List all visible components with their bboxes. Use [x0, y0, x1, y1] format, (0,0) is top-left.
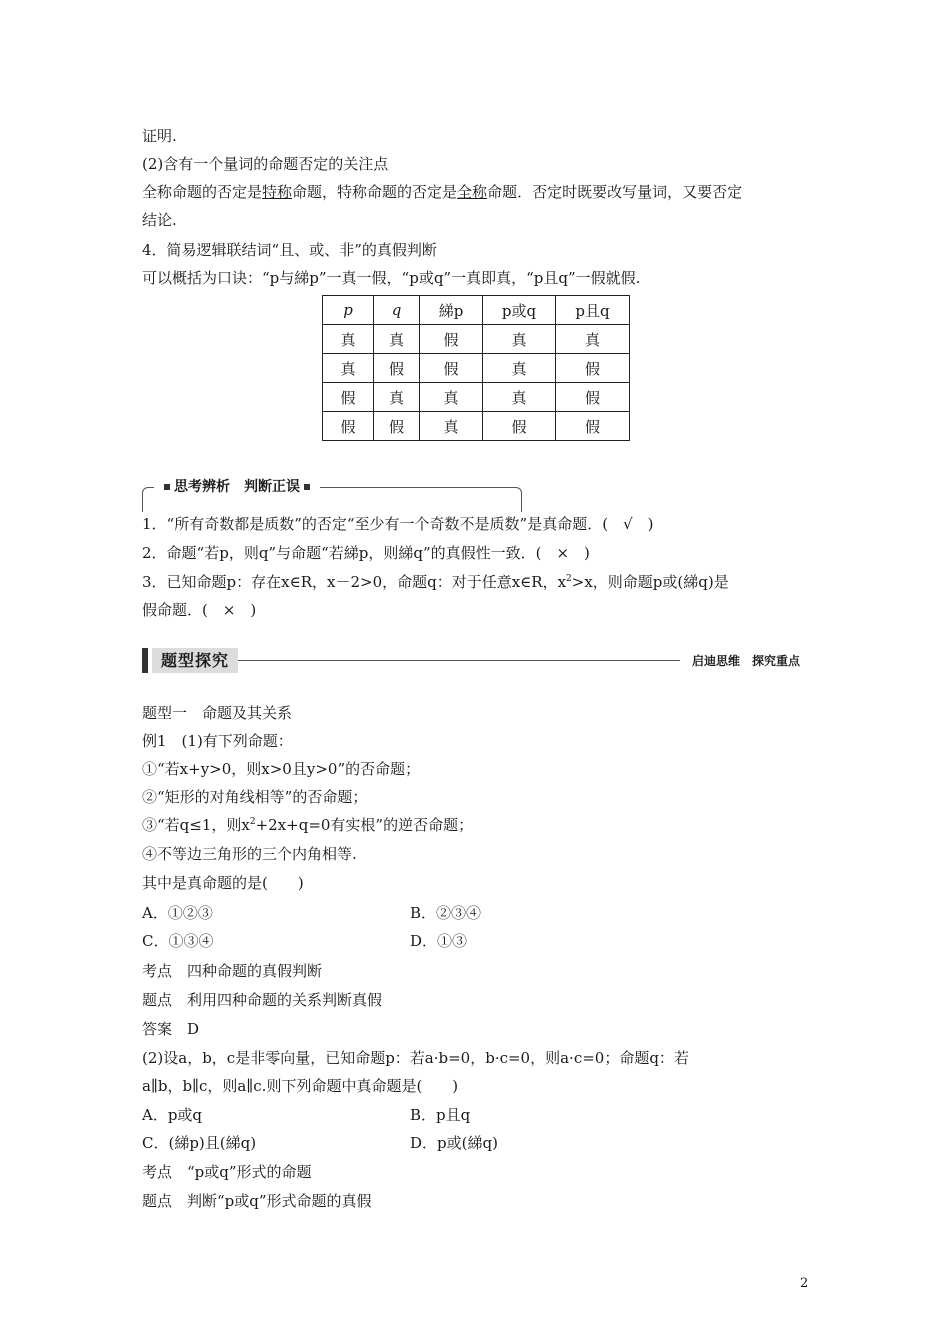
table-cell: 假 — [483, 412, 556, 441]
option-c: C．(綈p)且(綈q) — [142, 1134, 257, 1152]
table-cell: 真 — [483, 383, 556, 412]
topic-point: 考点 “p或q”形式的命题 — [142, 1163, 312, 1181]
superscript: 2 — [566, 574, 572, 584]
table-cell: 真 — [323, 354, 374, 383]
question-text: (2)设a，b，c是非零向量，已知命题p：若a·b=0，b·c=0，则a·c=0；命题q：若 — [142, 1049, 689, 1067]
table-cell: 真 — [483, 354, 556, 383]
topic-point: 考点 四种命题的真假判断 — [142, 962, 323, 980]
table-cell: 假 — [374, 354, 420, 383]
option-b: B．p且q — [410, 1106, 471, 1124]
table-row — [323, 354, 630, 383]
table-cell: 真 — [323, 325, 374, 354]
table-cell: 假 — [556, 383, 630, 412]
text-line: 可以概括为口诀：“p与綈p”一真一假，“p或q”一真即真，“p且q”一假就假. — [142, 269, 641, 287]
table-header-row — [323, 296, 630, 325]
table-cell: 真 — [374, 383, 420, 412]
section-divider — [238, 660, 680, 661]
superscript: 2 — [249, 817, 256, 827]
section-subtitle: 启迪思维 探究重点 — [692, 654, 801, 668]
table-row — [323, 383, 630, 412]
statement-item: ①“若x+y>0，则x>0且y>0”的否命题； — [142, 760, 421, 778]
truth-table — [322, 295, 630, 441]
text-line: 结论. — [142, 211, 177, 229]
think-box-title-text: 思考辨析 判断正误 — [174, 479, 300, 495]
table-header-cell: p或q — [483, 296, 556, 325]
judgement-item: 1．“所有奇数都是质数”的否定“至少有一个奇数不是质数”是真命题．( √ ) — [142, 515, 654, 533]
text-span: ③“若q≤1，则x — [142, 816, 250, 834]
table-cell: 假 — [374, 412, 420, 441]
underlined-term: 特称 — [262, 183, 293, 201]
table-cell: 假 — [420, 354, 483, 383]
text-line: (2)含有一个量词的命题否定的关注点 — [142, 155, 389, 173]
table-header-cell: p — [323, 296, 374, 325]
statement-item — [142, 815, 473, 835]
table-cell: 假 — [323, 412, 374, 441]
table-row — [323, 412, 630, 441]
topic-item: 题点 利用四种命题的关系判断真假 — [142, 991, 383, 1009]
option-a: A．p或q — [142, 1106, 203, 1124]
table-cell: 真 — [374, 325, 420, 354]
text-span: >x，则命题p或(綈q)是 — [571, 573, 729, 591]
page-number: 2 — [800, 1276, 809, 1291]
text-line: 证明. — [142, 127, 177, 145]
table-cell: 假 — [323, 383, 374, 412]
table-header-cell: 綈p — [420, 296, 483, 325]
text-span: 3．已知命题p：存在x∈R，x－2>0，命题q：对于任意x∈R，x — [142, 573, 567, 591]
table-cell: 真 — [420, 383, 483, 412]
option-c: C．①③④ — [142, 932, 214, 950]
topic-item: 题点 判断“p或q”形式命题的真假 — [142, 1192, 372, 1210]
table-row — [323, 325, 630, 354]
option-a: A．①②③ — [142, 904, 213, 922]
square-bullet-icon — [304, 484, 310, 490]
judgement-item-continuation: 假命题．( × ) — [142, 601, 257, 619]
question-text: 其中是真命题的是( ) — [142, 874, 304, 892]
type-heading: 题型一 命题及其关系 — [142, 704, 293, 722]
judgement-item — [142, 572, 729, 592]
table-cell: 假 — [556, 354, 630, 383]
option-d: D．①③ — [410, 932, 468, 950]
table-cell: 假 — [556, 412, 630, 441]
table-cell: 真 — [556, 325, 630, 354]
option-d: D．p或(綈q) — [410, 1134, 498, 1152]
example-heading: 例1 (1)有下列命题： — [142, 732, 293, 750]
table-header-cell: p且q — [556, 296, 630, 325]
option-b: B．②③④ — [410, 904, 482, 922]
judgement-item: 2．命题“若p，则q”与命题“若綈p，则綈q”的真假性一致．( × ) — [142, 544, 590, 562]
square-bullet-icon — [164, 484, 170, 490]
heading-line: 4．简易逻辑联结词“且、或、非”的真假判断 — [142, 241, 437, 259]
section-title: 题型探究 — [152, 648, 238, 673]
section-marker — [142, 648, 148, 673]
answer: 答案 D — [142, 1020, 200, 1038]
question-text: a∥b，b∥c，则a∥c.则下列命题中真命题是( ) — [142, 1077, 459, 1095]
table-header-cell: q — [374, 296, 420, 325]
table-cell: 假 — [420, 325, 483, 354]
text-span: 命题．否定时既要改写量词，又要否定 — [487, 183, 743, 201]
statement-item: ②“矩形的对角线相等”的否命题； — [142, 788, 368, 806]
underlined-term: 全称 — [457, 183, 488, 201]
table-cell: 真 — [420, 412, 483, 441]
statement-item: ④不等边三角形的三个内角相等. — [142, 845, 357, 863]
text-span: +2x+q=0有实根”的逆否命题； — [255, 816, 474, 834]
text-line — [142, 182, 742, 202]
text-span: 全称命题的否定是 — [142, 183, 263, 201]
table-cell: 真 — [483, 325, 556, 354]
text-span: 命题，特称命题的否定是 — [292, 183, 458, 201]
think-box-title — [154, 478, 320, 496]
